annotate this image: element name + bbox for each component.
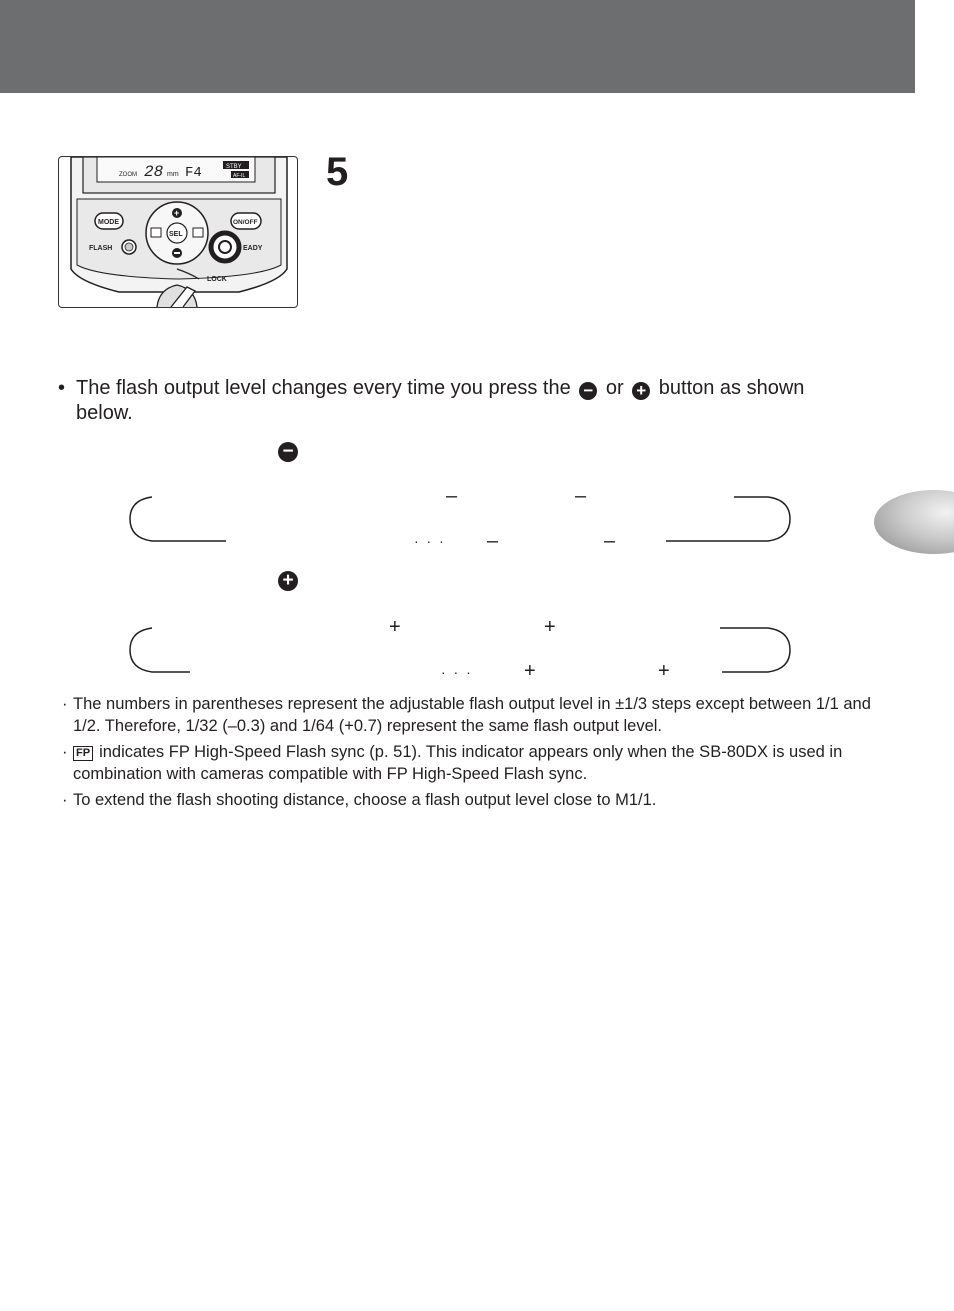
flash-button-label: FLASH	[89, 245, 113, 252]
note-bullet: ·	[62, 743, 68, 761]
ellipsis: · · ·	[414, 533, 446, 549]
ellipsis: · · ·	[441, 664, 473, 680]
note-item	[62, 789, 872, 811]
minus-button-icon: −	[579, 382, 597, 400]
plus-sign: +	[524, 660, 536, 682]
lcd-focal-length: 28	[144, 163, 164, 181]
mode-button-label: MODE	[98, 219, 119, 226]
main-bullet-part2: button as shown below.	[76, 377, 805, 424]
lock-label: LOCK	[207, 276, 227, 283]
minus-sign: –	[487, 530, 499, 552]
note-item	[62, 693, 872, 737]
svg-text:+: +	[174, 208, 180, 218]
minus-sign: –	[604, 530, 616, 552]
step-number: 5	[326, 150, 348, 194]
main-bullet-part1: The flash output level changes every time you press the	[76, 377, 571, 399]
lcd-stby: STBY	[226, 164, 242, 170]
sel-button-label: SEL	[169, 231, 183, 238]
plus-sign: +	[544, 616, 556, 638]
onoff-button-label: ON/OFF	[233, 219, 258, 226]
plus-sign: +	[658, 660, 670, 682]
minus-sign: –	[575, 485, 587, 507]
note-bullet: ·	[62, 791, 68, 809]
notes-list	[62, 693, 872, 815]
lcd-af: AF-IL	[233, 173, 246, 179]
ready-label: EADY	[243, 245, 263, 252]
bullet-dot: •	[58, 377, 66, 399]
note-text: indicates FP High-Speed Flash sync (p. 51). This indicator appears only when the SB-80DX is used in combination with cameras compatible with FP High-Speed Flash sync.	[73, 743, 843, 783]
note-item	[62, 741, 872, 785]
minus-sign: –	[446, 485, 458, 507]
note-text: To extend the flash shooting distance, choose a flash output level close to M1/1.	[73, 791, 657, 809]
lcd-unit: mm	[167, 171, 179, 178]
note-text: The numbers in parentheses represent the adjustable flash output level in ±1/3 steps except between 1/1 and 1/2. Therefore, 1/32 (–0.3) and 1/64 (+0.7) represent the same flash output level.	[73, 695, 871, 735]
main-bullet-or: or	[605, 377, 624, 399]
note-bullet: ·	[62, 695, 68, 713]
lcd-aperture: F4	[185, 165, 202, 181]
plus-cycle-icon: +	[278, 571, 298, 591]
minus-cycle-icon: −	[278, 442, 298, 462]
lcd-zoom-label: ZOOM	[119, 172, 137, 178]
plus-sign: +	[389, 616, 401, 638]
fp-indicator-icon: FP	[73, 746, 93, 761]
plus-button-icon: +	[632, 382, 650, 400]
